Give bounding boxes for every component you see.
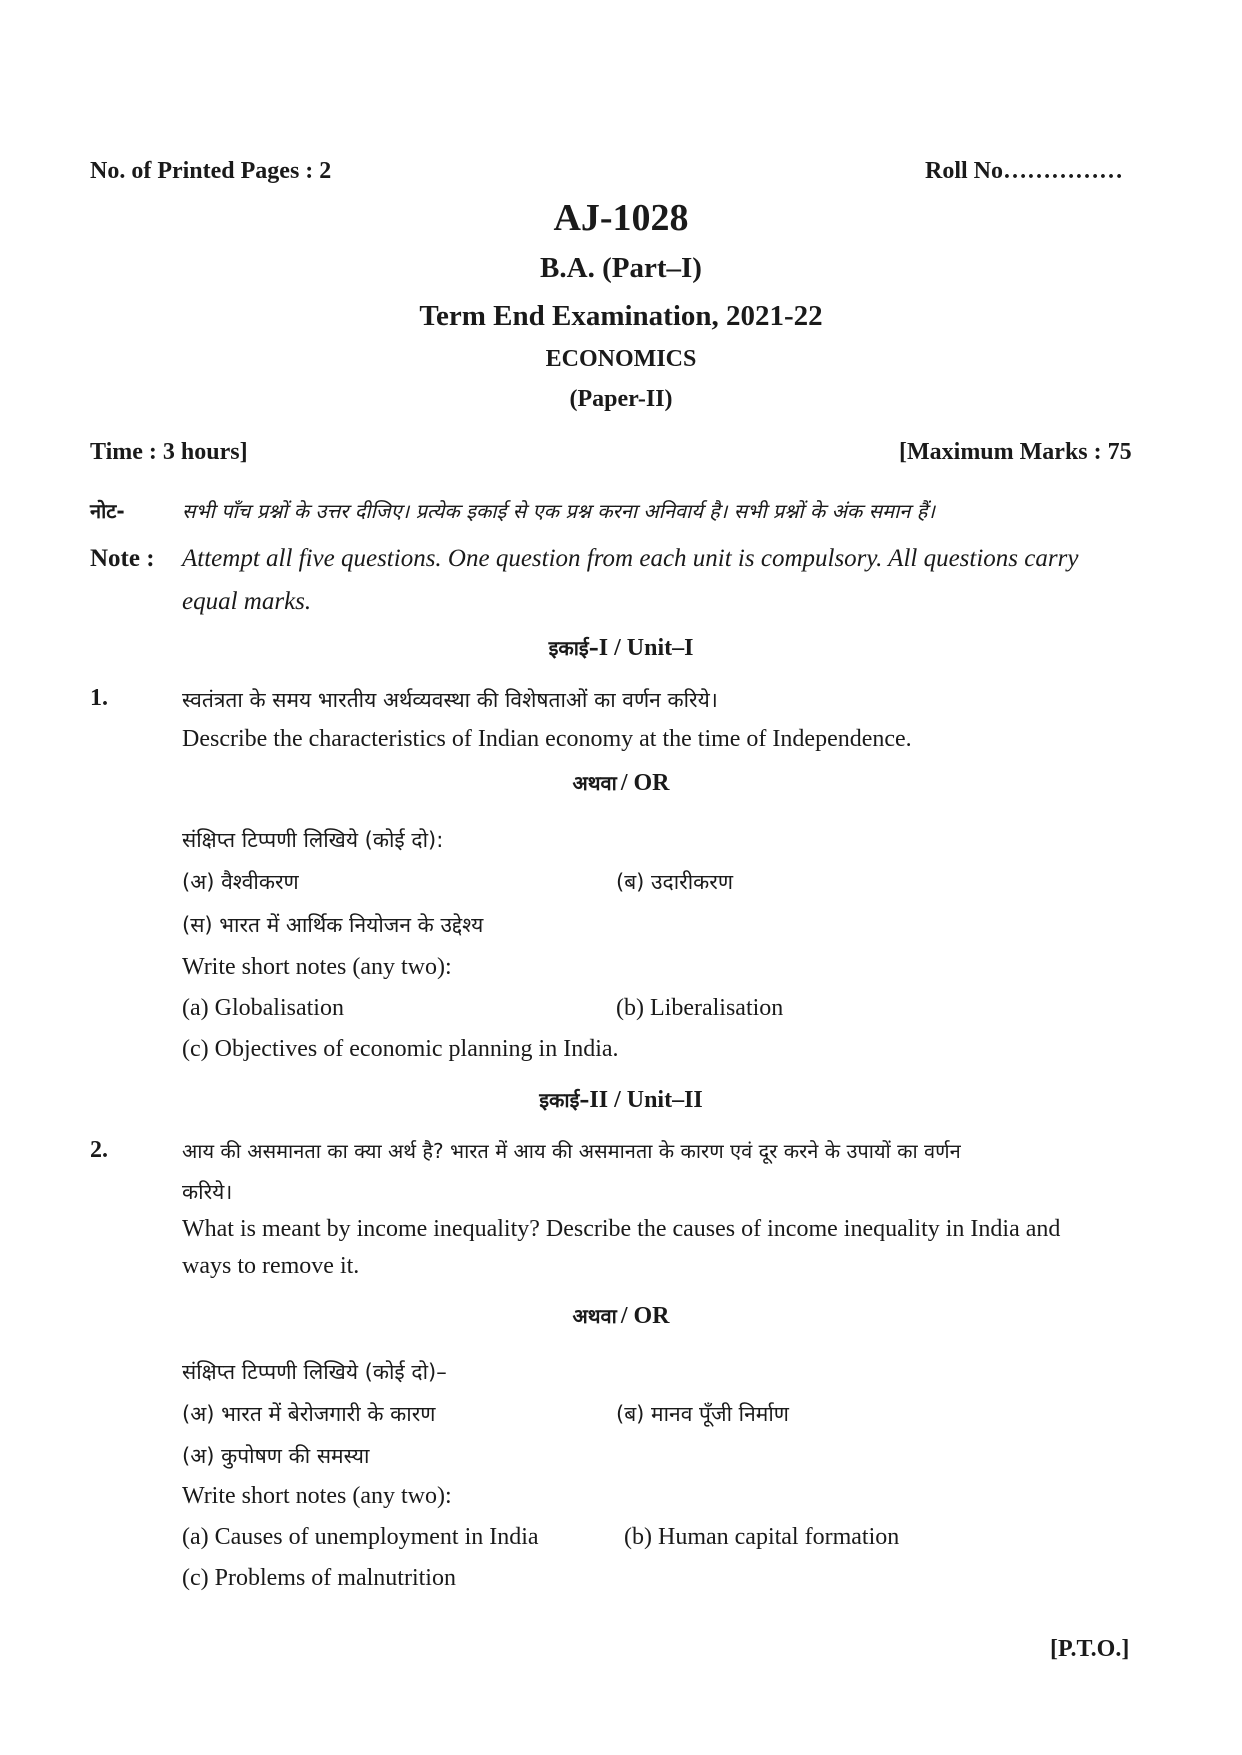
unit-1-heading-hindi: इकाई– [548, 636, 599, 660]
unit-1-heading [0, 634, 1242, 662]
course-title: B.A. (Part–I) [540, 252, 702, 284]
note-label-hindi: नोट- [90, 499, 125, 523]
short-notes-2-hindi: संक्षिप्त टिप्पणी लिखिये (कोई दो)– [182, 1360, 447, 1384]
short-notes-1-option-a-hindi: (अ) वैश्वीकरण [182, 870, 299, 894]
maximum-marks: [Maximum Marks : 75 [899, 439, 1132, 465]
unit-1-or-divider [0, 769, 1242, 797]
note-text-hindi: सभी पाँच प्रश्नों के उत्तर दीजिए। प्रत्येक इकाई से एक प्रश्न करना अनिवार्य है। सभी प्रश्नों के अंक समान हैं। [182, 499, 935, 523]
question-1-number: 1. [90, 685, 108, 711]
time-allowed: Time : 3 hours] [90, 439, 248, 465]
short-notes-2-english: Write short notes (any two): [182, 1483, 452, 1509]
or-hindi: अथवा [572, 1304, 617, 1328]
unit-1-heading-english: I / Unit–I [598, 635, 694, 661]
short-notes-1-option-b-english: (b) Liberalisation [616, 995, 784, 1021]
question-1-english: Describe the characteristics of Indian economy at the time of Independence. [182, 726, 912, 752]
short-notes-1-option-b-hindi: (ब) उदारीकरण [616, 870, 734, 894]
please-turn-over: [P.T.O.] [1050, 1636, 1130, 1662]
or-hindi: अथवा [572, 771, 617, 795]
short-notes-2-option-b-hindi: (ब) मानव पूँजी निर्माण [616, 1402, 789, 1426]
or-english: / OR [620, 1303, 670, 1329]
note-text-english-line2: equal marks. [182, 588, 312, 615]
unit-2-or-divider [0, 1302, 1242, 1330]
short-notes-1-option-c-english: (c) Objectives of economic planning in India. [182, 1036, 619, 1062]
subject-title: ECONOMICS [545, 346, 697, 372]
short-notes-1-hindi: संक्षिप्त टिप्पणी लिखिये (कोई दो): [182, 828, 444, 852]
note-text-english-line1: Attempt all five questions. One question from each unit is compulsory. All questions carry [182, 545, 1079, 572]
short-notes-2-option-c-hindi: (अ) कुपोषण की समस्या [182, 1444, 370, 1468]
question-1-hindi: स्वतंत्रता के समय भारतीय अर्थव्यवस्था की विशेषताओं का वर्णन करिये। [182, 688, 718, 712]
exam-title: Term End Examination, 2021-22 [419, 300, 823, 332]
unit-2-heading [0, 1086, 1242, 1114]
question-2-english-line2: ways to remove it. [182, 1253, 360, 1279]
paper-code: AJ-1028 [553, 197, 689, 239]
question-2-hindi-line2: करिये। [182, 1180, 233, 1204]
short-notes-2-option-a-english: (a) Causes of unemployment in India [182, 1524, 539, 1550]
short-notes-2-option-a-hindi: (अ) भारत में बेरोजगारी के कारण [182, 1402, 436, 1426]
unit-2-heading-english: II / Unit–II [589, 1087, 703, 1113]
or-english: / OR [620, 770, 670, 796]
question-2-english-line1: What is meant by income inequality? Describe the causes of income inequality in India and [182, 1216, 1061, 1242]
short-notes-2-option-c-english: (c) Problems of malnutrition [182, 1565, 456, 1591]
paper-number: (Paper-II) [569, 386, 673, 412]
short-notes-2-option-b-english: (b) Human capital formation [624, 1524, 900, 1550]
short-notes-1-english: Write short notes (any two): [182, 954, 452, 980]
short-notes-1-option-c-hindi: (स) भारत में आर्थिक नियोजन के उद्देश्य [182, 913, 484, 937]
roll-no: Roll No…………… [925, 158, 1123, 184]
short-notes-1-option-a-english: (a) Globalisation [182, 995, 344, 1021]
unit-2-heading-hindi: इकाई– [539, 1088, 590, 1112]
question-2-number: 2. [90, 1137, 108, 1163]
note-label-english: Note : [90, 545, 155, 572]
printed-pages: No. of Printed Pages : 2 [90, 158, 332, 184]
question-2-hindi-line1: आय की असमानता का क्या अर्थ है? भारत में आय की असमानता के कारण एवं दूर करने के उपायों का वर्णन [182, 1139, 961, 1163]
